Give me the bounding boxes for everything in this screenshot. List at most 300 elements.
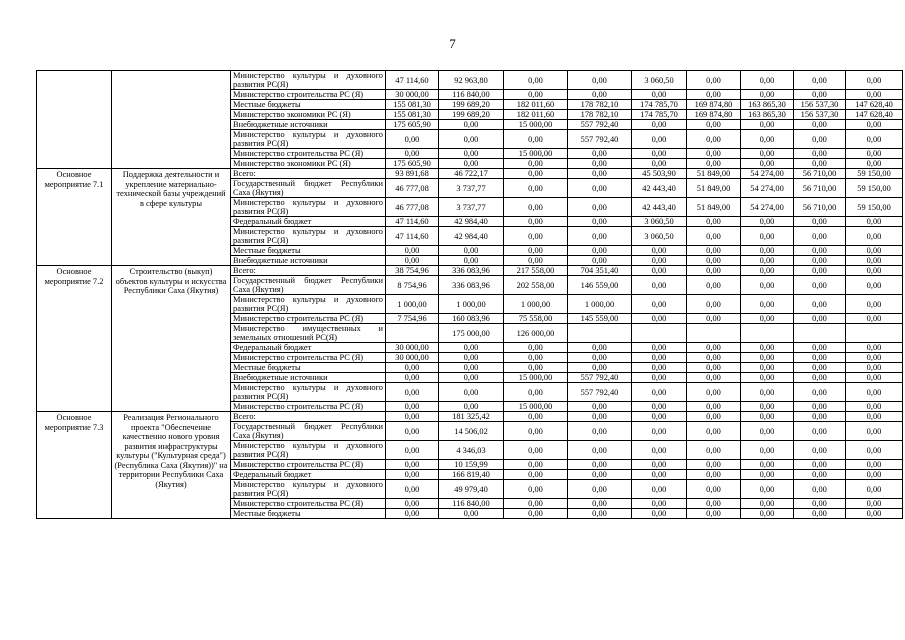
amount-cell: 0,00: [568, 256, 632, 266]
amount-cell: 0,00: [504, 353, 568, 363]
amount-cell: 15 000,00: [504, 120, 568, 130]
amount-cell: 0,00: [687, 363, 741, 373]
amount-cell: 0,00: [632, 373, 687, 383]
amount-cell: 42 443,40: [632, 198, 687, 217]
amount-cell: 0,00: [632, 256, 687, 266]
amount-cell: 0,00: [568, 460, 632, 470]
amount-cell: 0,00: [687, 314, 741, 324]
amount-cell: 0,00: [439, 130, 504, 149]
amount-cell: 30 000,00: [386, 353, 439, 363]
activity-code: Основное мероприятие 7.2: [37, 266, 112, 412]
amount-cell: 47 114,60: [386, 227, 439, 246]
amount-cell: 0,00: [794, 149, 846, 159]
activity-title: [112, 71, 231, 169]
amount-cell: 3 060,50: [632, 227, 687, 246]
amount-cell: 0,00: [687, 460, 741, 470]
amount-cell: 0,00: [632, 422, 687, 441]
amount-cell: 0,00: [846, 90, 903, 100]
amount-cell: 0,00: [568, 227, 632, 246]
amount-cell: 0,00: [687, 149, 741, 159]
amount-cell: 0,00: [846, 159, 903, 169]
amount-cell: 0,00: [386, 402, 439, 412]
funding-source: Министерство строительства РС (Я): [231, 90, 386, 100]
amount-cell: 0,00: [504, 499, 568, 509]
amount-cell: 0,00: [504, 480, 568, 499]
amount-cell: 0,00: [632, 276, 687, 295]
amount-cell: 0,00: [568, 343, 632, 353]
amount-cell: 181 325,42: [439, 412, 504, 422]
amount-cell: 0,00: [632, 90, 687, 100]
amount-cell: 0,00: [741, 149, 794, 159]
amount-cell: 0,00: [687, 90, 741, 100]
amount-cell: 0,00: [386, 441, 439, 460]
amount-cell: 54 274,00: [741, 169, 794, 179]
amount-cell: 0,00: [632, 470, 687, 480]
amount-cell: 0,00: [846, 256, 903, 266]
amount-cell: 0,00: [687, 343, 741, 353]
amount-cell: 0,00: [386, 246, 439, 256]
funding-source: Министерство культуры и духовного развития РС(Я): [231, 71, 386, 90]
amount-cell: 0,00: [741, 470, 794, 480]
amount-cell: 0,00: [846, 246, 903, 256]
amount-cell: 0,00: [632, 266, 687, 276]
amount-cell: 0,00: [687, 120, 741, 130]
amount-cell: 14 506,02: [439, 422, 504, 441]
amount-cell: [741, 324, 794, 343]
amount-cell: 0,00: [568, 149, 632, 159]
amount-cell: 0,00: [687, 130, 741, 149]
amount-cell: 0,00: [386, 383, 439, 402]
amount-cell: 0,00: [794, 422, 846, 441]
amount-cell: 0,00: [504, 227, 568, 246]
funding-source: Государственный бюджет Республики Саха (Якутия): [231, 422, 386, 441]
amount-cell: 175 000,00: [439, 324, 504, 343]
amount-cell: 0,00: [741, 412, 794, 422]
amount-cell: 0,00: [687, 71, 741, 90]
amount-cell: 0,00: [687, 295, 741, 314]
amount-cell: 0,00: [846, 353, 903, 363]
amount-cell: 46 777,08: [386, 179, 439, 198]
funding-source: Министерство культуры и духовного развития РС(Я): [231, 227, 386, 246]
amount-cell: 0,00: [632, 509, 687, 519]
funding-source: Внебюджетные источники: [231, 256, 386, 266]
amount-cell: 0,00: [568, 402, 632, 412]
amount-cell: 3 060,50: [632, 71, 687, 90]
amount-cell: 0,00: [632, 314, 687, 324]
amount-cell: 0,00: [794, 441, 846, 460]
amount-cell: 557 792,40: [568, 130, 632, 149]
amount-cell: [568, 324, 632, 343]
amount-cell: 0,00: [741, 422, 794, 441]
amount-cell: 1 000,00: [568, 295, 632, 314]
amount-cell: 0,00: [632, 460, 687, 470]
amount-cell: 0,00: [632, 246, 687, 256]
table-row: [37, 71, 903, 90]
amount-cell: 0,00: [568, 363, 632, 373]
amount-cell: 0,00: [439, 343, 504, 353]
funding-source: Министерство строительства РС (Я): [231, 314, 386, 324]
amount-cell: 0,00: [741, 343, 794, 353]
amount-cell: 0,00: [632, 120, 687, 130]
amount-cell: 93 891,68: [386, 169, 439, 179]
amount-cell: 0,00: [386, 373, 439, 383]
amount-cell: 0,00: [504, 246, 568, 256]
amount-cell: 4 346,03: [439, 441, 504, 460]
amount-cell: 146 559,00: [568, 276, 632, 295]
amount-cell: 0,00: [794, 353, 846, 363]
amount-cell: 0,00: [741, 266, 794, 276]
amount-cell: 0,00: [687, 217, 741, 227]
amount-cell: 0,00: [568, 90, 632, 100]
amount-cell: 0,00: [846, 460, 903, 470]
amount-cell: 0,00: [846, 276, 903, 295]
amount-cell: 0,00: [568, 71, 632, 90]
amount-cell: 46 722,17: [439, 169, 504, 179]
amount-cell: [687, 324, 741, 343]
amount-cell: 0,00: [504, 159, 568, 169]
amount-cell: 0,00: [632, 499, 687, 509]
funding-source: Федеральный бюджет: [231, 217, 386, 227]
amount-cell: 56 710,00: [794, 198, 846, 217]
amount-cell: 0,00: [846, 480, 903, 499]
amount-cell: 0,00: [846, 120, 903, 130]
funding-source: Всего:: [231, 412, 386, 422]
amount-cell: 155 081,30: [386, 100, 439, 110]
amount-cell: 147 628,40: [846, 100, 903, 110]
amount-cell: 0,00: [794, 460, 846, 470]
amount-cell: 557 792,40: [568, 383, 632, 402]
amount-cell: 0,00: [632, 159, 687, 169]
amount-cell: 0,00: [687, 256, 741, 266]
funding-source: Министерство строительства РС (Я): [231, 353, 386, 363]
funding-source: Местные бюджеты: [231, 363, 386, 373]
amount-cell: 0,00: [846, 266, 903, 276]
amount-cell: 0,00: [794, 90, 846, 100]
amount-cell: 0,00: [794, 159, 846, 169]
amount-cell: 0,00: [687, 412, 741, 422]
amount-cell: 0,00: [741, 383, 794, 402]
amount-cell: 0,00: [741, 353, 794, 363]
activity-code: Основное мероприятие 7.1: [37, 169, 112, 266]
funding-source: Местные бюджеты: [231, 509, 386, 519]
amount-cell: 0,00: [687, 422, 741, 441]
amount-cell: 0,00: [794, 314, 846, 324]
amount-cell: 174 785,70: [632, 100, 687, 110]
amount-cell: 0,00: [504, 383, 568, 402]
amount-cell: 0,00: [568, 499, 632, 509]
amount-cell: 704 351,40: [568, 266, 632, 276]
funding-source: Министерство имущественных и земельных отношений РС(Я): [231, 324, 386, 343]
amount-cell: 0,00: [504, 256, 568, 266]
amount-cell: 0,00: [846, 441, 903, 460]
page-number: 7: [449, 36, 456, 51]
amount-cell: 0,00: [846, 499, 903, 509]
funding-source: Министерство строительства РС (Я): [231, 499, 386, 509]
amount-cell: 0,00: [568, 509, 632, 519]
amount-cell: 0,00: [568, 353, 632, 363]
funding-source: Министерство строительства РС (Я): [231, 149, 386, 159]
activity-code: [37, 71, 112, 169]
amount-cell: 0,00: [504, 509, 568, 519]
amount-cell: 0,00: [794, 373, 846, 383]
amount-cell: 0,00: [687, 246, 741, 256]
amount-cell: 116 840,00: [439, 499, 504, 509]
amount-cell: 0,00: [741, 217, 794, 227]
amount-cell: [846, 324, 903, 343]
amount-cell: 8 754,96: [386, 276, 439, 295]
amount-cell: 0,00: [794, 276, 846, 295]
funding-source: Министерство строительства РС (Я): [231, 402, 386, 412]
amount-cell: 42 984,40: [439, 227, 504, 246]
amount-cell: 182 011,60: [504, 110, 568, 120]
amount-cell: 0,00: [504, 441, 568, 460]
amount-cell: 175 605,90: [386, 159, 439, 169]
amount-cell: 0,00: [741, 276, 794, 295]
amount-cell: 0,00: [846, 217, 903, 227]
amount-cell: 0,00: [741, 159, 794, 169]
amount-cell: 0,00: [687, 480, 741, 499]
amount-cell: 0,00: [568, 179, 632, 198]
amount-cell: 7 754,96: [386, 314, 439, 324]
amount-cell: 0,00: [741, 295, 794, 314]
amount-cell: 38 754,96: [386, 266, 439, 276]
table-row: [37, 412, 903, 422]
amount-cell: 15 000,00: [504, 402, 568, 412]
amount-cell: 0,00: [687, 373, 741, 383]
amount-cell: 0,00: [568, 217, 632, 227]
funding-source: Внебюджетные источники: [231, 373, 386, 383]
amount-cell: 0,00: [632, 353, 687, 363]
amount-cell: 336 083,96: [439, 266, 504, 276]
amount-cell: 0,00: [741, 509, 794, 519]
amount-cell: 0,00: [504, 422, 568, 441]
amount-cell: 0,00: [687, 276, 741, 295]
amount-cell: 0,00: [741, 130, 794, 149]
amount-cell: 59 150,00: [846, 179, 903, 198]
activity-title: Реализация Регионального проекта "Обеспечение качественно нового уровня развития инфраструктуры культуры ("Культурная среда") (Республика Саха (Якутия))" на территории Республики Саха (Якутия): [112, 412, 231, 519]
amount-cell: 145 559,00: [568, 314, 632, 324]
amount-cell: 0,00: [504, 363, 568, 373]
funding-table: [36, 70, 903, 519]
amount-cell: 0,00: [794, 266, 846, 276]
amount-cell: 15 000,00: [504, 373, 568, 383]
amount-cell: 178 782,10: [568, 100, 632, 110]
amount-cell: 557 792,40: [568, 373, 632, 383]
activity-title: Поддержка деятельности и укрепление материально-технической базы учреждений в сфере культуры: [112, 169, 231, 266]
amount-cell: 1 000,00: [439, 295, 504, 314]
amount-cell: 59 150,00: [846, 169, 903, 179]
amount-cell: 0,00: [846, 149, 903, 159]
amount-cell: 0,00: [741, 402, 794, 412]
amount-cell: 0,00: [846, 402, 903, 412]
amount-cell: 0,00: [687, 353, 741, 363]
amount-cell: 0,00: [568, 169, 632, 179]
amount-cell: 0,00: [568, 412, 632, 422]
amount-cell: 0,00: [439, 149, 504, 159]
amount-cell: [386, 324, 439, 343]
amount-cell: 47 114,60: [386, 217, 439, 227]
amount-cell: 0,00: [568, 198, 632, 217]
amount-cell: 0,00: [386, 480, 439, 499]
amount-cell: 0,00: [741, 256, 794, 266]
amount-cell: 0,00: [439, 246, 504, 256]
amount-cell: 56 710,00: [794, 179, 846, 198]
funding-source: Министерство культуры и духовного развития РС(Я): [231, 198, 386, 217]
amount-cell: 42 443,40: [632, 179, 687, 198]
amount-cell: [632, 324, 687, 343]
amount-cell: 0,00: [439, 256, 504, 266]
amount-cell: 30 000,00: [386, 90, 439, 100]
amount-cell: 147 628,40: [846, 110, 903, 120]
amount-cell: 0,00: [794, 246, 846, 256]
amount-cell: 0,00: [568, 441, 632, 460]
amount-cell: 0,00: [439, 509, 504, 519]
amount-cell: 0,00: [741, 363, 794, 373]
amount-cell: 0,00: [794, 363, 846, 373]
amount-cell: 0,00: [741, 441, 794, 460]
amount-cell: 0,00: [846, 509, 903, 519]
amount-cell: 0,00: [741, 499, 794, 509]
table-row: [37, 169, 903, 179]
amount-cell: 0,00: [846, 130, 903, 149]
amount-cell: 3 737,77: [439, 179, 504, 198]
amount-cell: 0,00: [504, 90, 568, 100]
amount-cell: 0,00: [632, 402, 687, 412]
amount-cell: 0,00: [794, 509, 846, 519]
amount-cell: 0,00: [386, 422, 439, 441]
amount-cell: 0,00: [741, 120, 794, 130]
amount-cell: 0,00: [794, 499, 846, 509]
amount-cell: 0,00: [794, 71, 846, 90]
amount-cell: 0,00: [741, 460, 794, 470]
amount-cell: 0,00: [794, 217, 846, 227]
amount-cell: 56 710,00: [794, 169, 846, 179]
amount-cell: 178 782,10: [568, 110, 632, 120]
funding-source: Министерство культуры и духовного развития РС(Я): [231, 480, 386, 499]
amount-cell: 0,00: [504, 470, 568, 480]
funding-source: Министерство экономики РС (Я): [231, 159, 386, 169]
amount-cell: 126 000,00: [504, 324, 568, 343]
amount-cell: 175 605,90: [386, 120, 439, 130]
amount-cell: 51 849,00: [687, 179, 741, 198]
amount-cell: 0,00: [687, 159, 741, 169]
amount-cell: 0,00: [504, 217, 568, 227]
amount-cell: 10 159,99: [439, 460, 504, 470]
amount-cell: 0,00: [632, 480, 687, 499]
amount-cell: 0,00: [439, 402, 504, 412]
funding-source: Министерство культуры и духовного развития РС(Я): [231, 441, 386, 460]
amount-cell: 47 114,60: [386, 71, 439, 90]
amount-cell: 0,00: [504, 412, 568, 422]
amount-cell: 0,00: [439, 353, 504, 363]
funding-source: Министерство культуры и духовного развития РС(Я): [231, 295, 386, 314]
amount-cell: 0,00: [846, 383, 903, 402]
funding-source: Министерство экономики РС (Я): [231, 110, 386, 120]
funding-source: Федеральный бюджет: [231, 343, 386, 353]
amount-cell: 202 558,00: [504, 276, 568, 295]
amount-cell: 0,00: [687, 402, 741, 412]
amount-cell: 0,00: [386, 412, 439, 422]
amount-cell: 1 000,00: [386, 295, 439, 314]
amount-cell: 163 865,30: [741, 110, 794, 120]
amount-cell: 0,00: [632, 343, 687, 353]
amount-cell: 0,00: [568, 480, 632, 499]
amount-cell: 3 737,77: [439, 198, 504, 217]
table-row: [37, 266, 903, 276]
funding-source: Всего:: [231, 169, 386, 179]
funding-source: Местные бюджеты: [231, 246, 386, 256]
amount-cell: 0,00: [386, 509, 439, 519]
amount-cell: 0,00: [846, 314, 903, 324]
amount-cell: 51 849,00: [687, 198, 741, 217]
amount-cell: 0,00: [568, 159, 632, 169]
amount-cell: 42 984,40: [439, 217, 504, 227]
amount-cell: 45 503,90: [632, 169, 687, 179]
amount-cell: 0,00: [846, 71, 903, 90]
amount-cell: 0,00: [794, 295, 846, 314]
amount-cell: 0,00: [794, 227, 846, 246]
amount-cell: 0,00: [386, 363, 439, 373]
amount-cell: 0,00: [439, 159, 504, 169]
amount-cell: 54 274,00: [741, 179, 794, 198]
amount-cell: 0,00: [846, 295, 903, 314]
amount-cell: 51 849,00: [687, 169, 741, 179]
funding-source: Всего:: [231, 266, 386, 276]
activity-title: Строительство (выкуп) объектов культуры и искусства Республики Саха (Якутия): [112, 266, 231, 412]
amount-cell: 0,00: [504, 343, 568, 353]
amount-cell: 92 963,80: [439, 71, 504, 90]
amount-cell: 0,00: [632, 149, 687, 159]
amount-cell: 0,00: [794, 256, 846, 266]
amount-cell: 557 792,40: [568, 120, 632, 130]
funding-source: Федеральный бюджет: [231, 470, 386, 480]
funding-source: Министерство культуры и духовного развития РС(Я): [231, 130, 386, 149]
amount-cell: 0,00: [741, 314, 794, 324]
amount-cell: 0,00: [386, 470, 439, 480]
amount-cell: 0,00: [846, 363, 903, 373]
funding-source: Внебюджетные источники: [231, 120, 386, 130]
amount-cell: 0,00: [439, 120, 504, 130]
amount-cell: 0,00: [794, 130, 846, 149]
amount-cell: 0,00: [794, 480, 846, 499]
amount-cell: 0,00: [687, 383, 741, 402]
amount-cell: 174 785,70: [632, 110, 687, 120]
amount-cell: 0,00: [632, 363, 687, 373]
amount-cell: 59 150,00: [846, 198, 903, 217]
amount-cell: 163 865,30: [741, 100, 794, 110]
amount-cell: 0,00: [439, 383, 504, 402]
funding-source: Местные бюджеты: [231, 100, 386, 110]
amount-cell: 116 840,00: [439, 90, 504, 100]
amount-cell: 0,00: [568, 246, 632, 256]
amount-cell: 0,00: [741, 246, 794, 256]
amount-cell: 0,00: [632, 295, 687, 314]
amount-cell: 169 874,80: [687, 100, 741, 110]
amount-cell: 1 000,00: [504, 295, 568, 314]
amount-cell: 0,00: [687, 441, 741, 460]
amount-cell: 3 060,50: [632, 217, 687, 227]
amount-cell: 0,00: [439, 373, 504, 383]
amount-cell: 0,00: [794, 470, 846, 480]
amount-cell: 0,00: [741, 227, 794, 246]
amount-cell: 0,00: [687, 227, 741, 246]
amount-cell: 0,00: [504, 130, 568, 149]
funding-source: Государственный бюджет Республики Саха (Якутия): [231, 179, 386, 198]
amount-cell: 0,00: [632, 412, 687, 422]
amount-cell: 169 874,80: [687, 110, 741, 120]
amount-cell: 0,00: [846, 470, 903, 480]
amount-cell: 0,00: [386, 149, 439, 159]
